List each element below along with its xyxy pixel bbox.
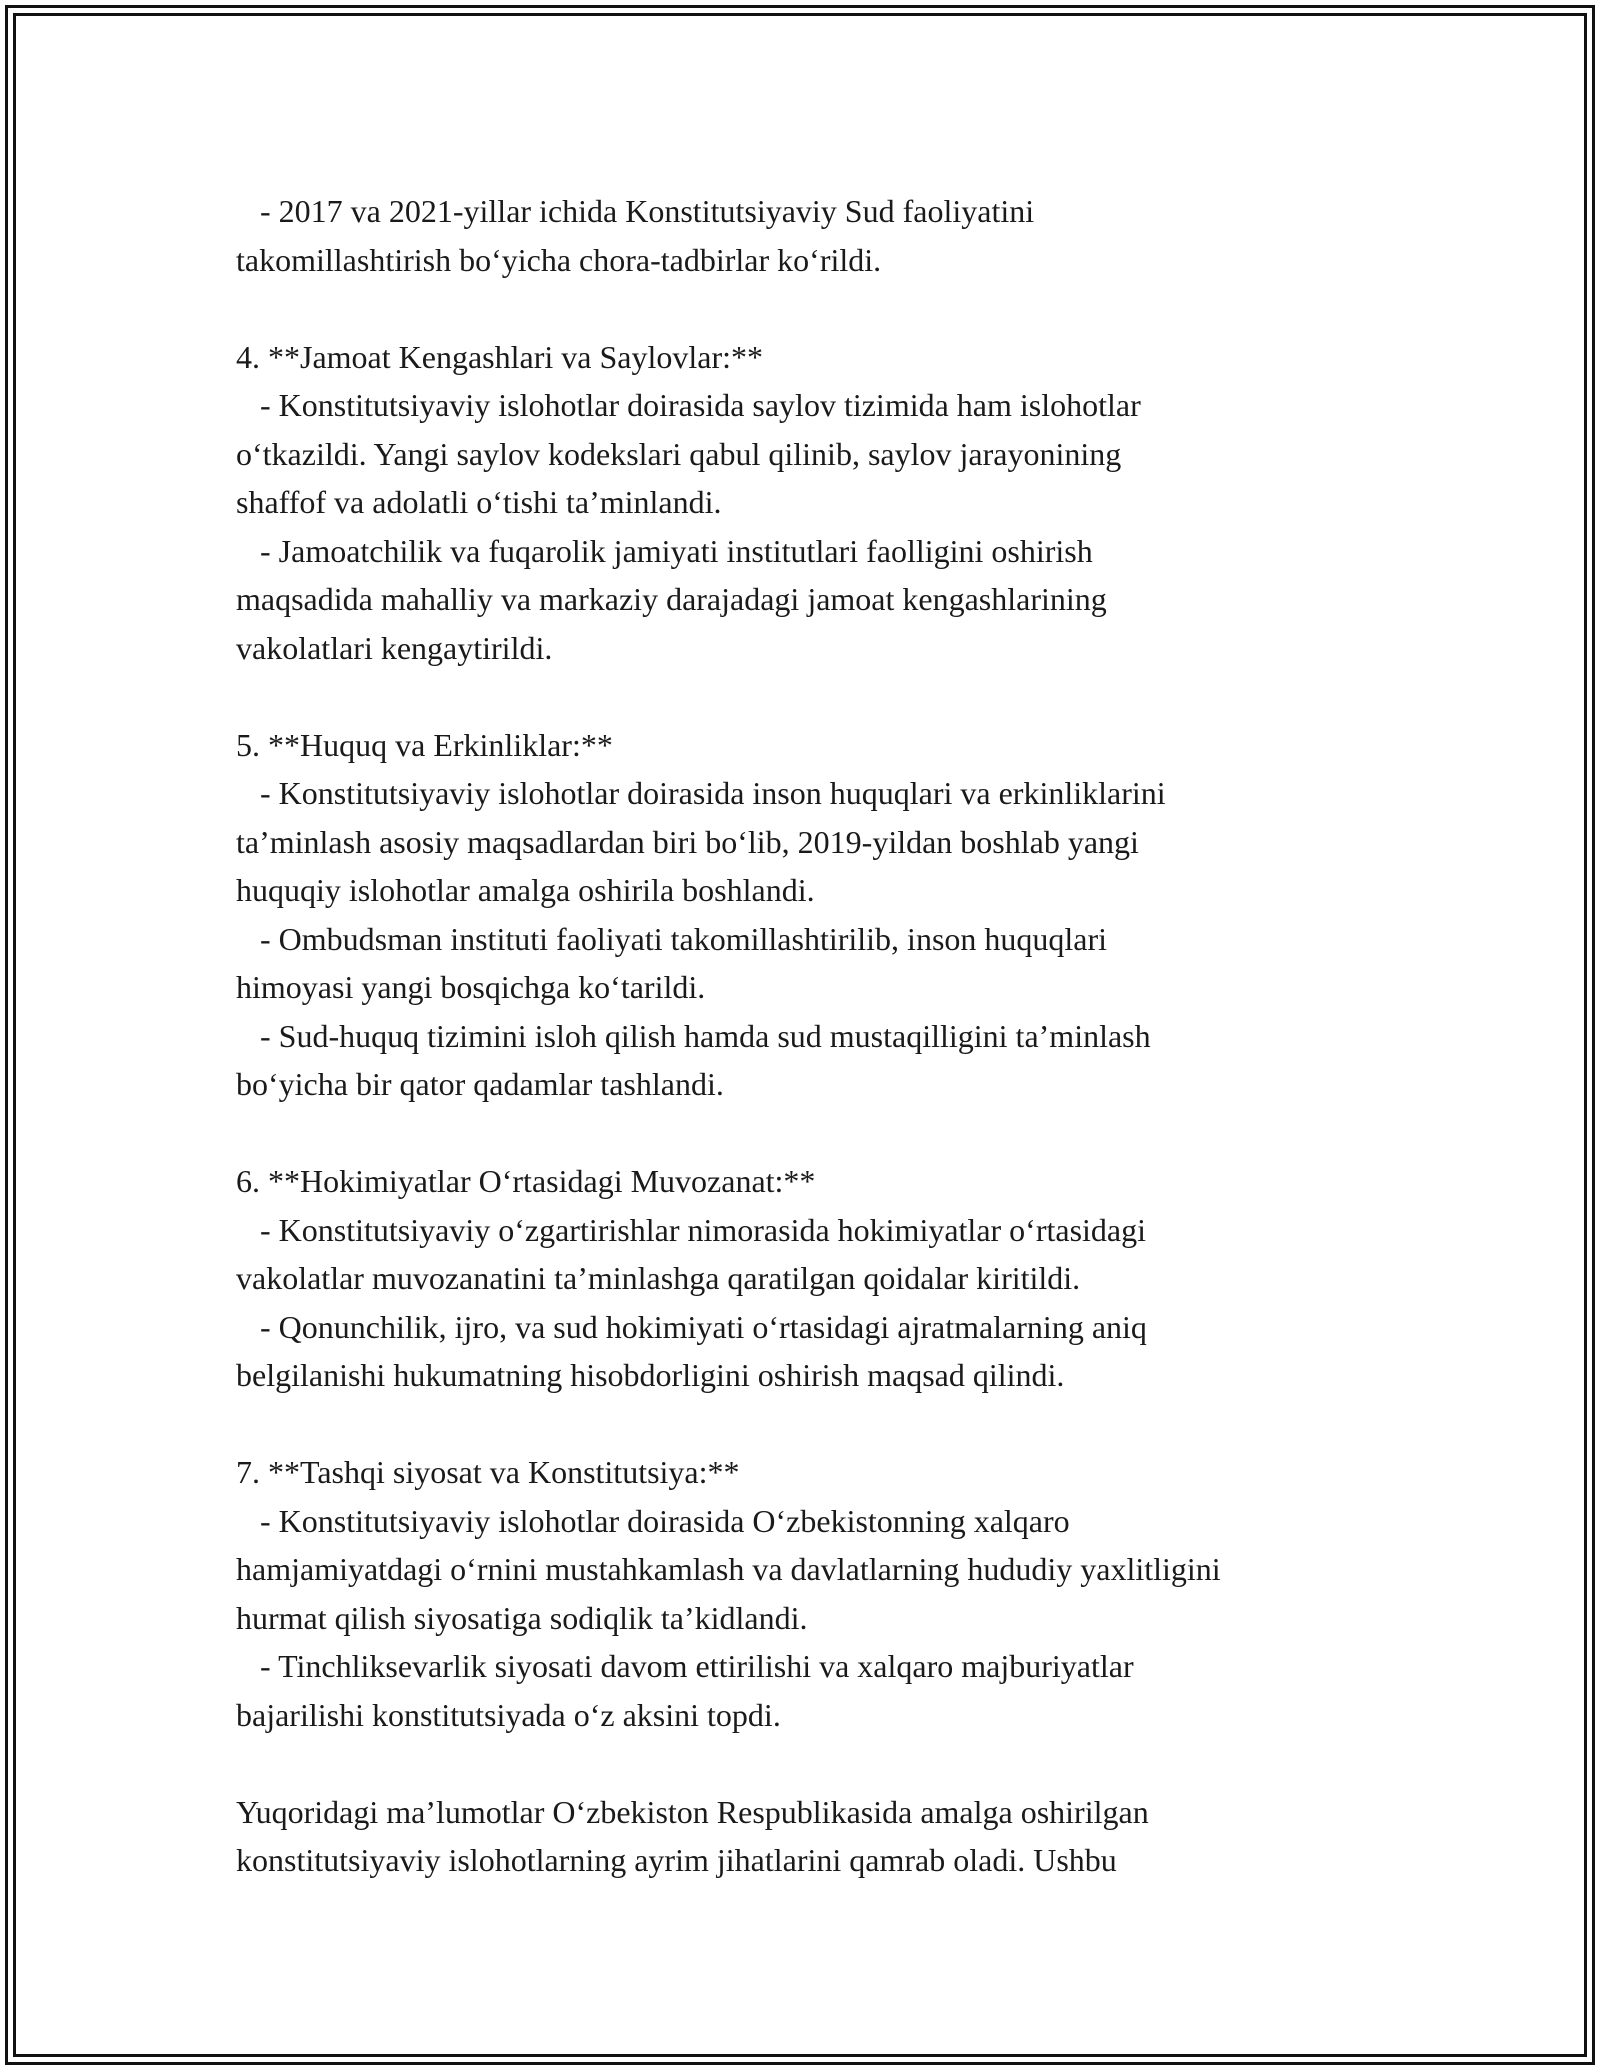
section-heading: 4. **Jamoat Kengashlari va Saylovlar:** — [236, 338, 763, 375]
text-line: vakolatlar muvozanatini ta’minlashga qaratilgan qoidalar kiritildi. — [236, 1260, 1081, 1296]
text-line: - Konstitutsiyaviy islohotlar doirasida saylov tizimida ham islohotlar — [236, 387, 1141, 423]
text-line: - 2017 va 2021-yillar ichida Konstitutsiyaviy Sud faoliyatini — [236, 193, 1035, 229]
paragraph-conclusion — [236, 1788, 1386, 1885]
text-line: konstitutsiyaviy islohotlarning ayrim jihatlarini qamrab oladi. Ushbu — [236, 1842, 1117, 1878]
text-line: huquqiy islohotlar amalga oshirila boshlandi. — [236, 872, 815, 908]
text-line: - Konstitutsiyaviy o‘zgartirishlar nimorasida hokimiyatlar o‘rtasidagi — [236, 1211, 1147, 1248]
document-body — [236, 187, 1386, 1933]
text-line: hurmat qilish siyosatiga sodiqlik ta’kidlandi. — [236, 1599, 808, 1636]
text-line: - Sud-huquq tizimini isloh qilish hamda sud mustaqilligini ta’minlash — [236, 1017, 1151, 1054]
section-jamoat-kengashlari — [236, 333, 1386, 673]
section-heading: 7. **Tashqi siyosat va Konstitutsiya:** — [236, 1454, 740, 1490]
text-line: - Ombudsman instituti faoliyati takomillashtirilib, inson huquqlari — [236, 920, 1108, 957]
text-line: - Konstitutsiyaviy islohotlar doirasida O‘zbekistonning xalqaro — [236, 1502, 1070, 1539]
text-line: o‘tkazildi. Yangi saylov kodekslari qabul qilinib, saylov jarayonining — [236, 435, 1122, 472]
text-line: shaffof va adolatli o‘tishi ta’minlandi. — [236, 484, 722, 520]
paragraph-sud-faoliyati — [236, 187, 1386, 284]
text-line: Yuqoridagi ma’lumotlar O‘zbekiston Respublikasida amalga oshirilgan — [236, 1793, 1149, 1830]
text-line: - Konstitutsiyaviy islohotlar doirasida inson huquqlari va erkinliklarini — [236, 775, 1166, 811]
text-line: vakolatlari kengaytirildi. — [236, 629, 553, 666]
section-heading: 6. **Hokimiyatlar O‘rtasidagi Muvozanat:** — [236, 1163, 816, 1199]
section-heading: 5. **Huquq va Erkinliklar:** — [236, 726, 613, 763]
text-line: - Qonunchilik, ijro, va sud hokimiyati o‘rtasidagi ajratmalarning aniq — [236, 1308, 1147, 1345]
text-line: takomillashtirish bo‘yicha chora-tadbirlar ko‘rildi. — [236, 241, 882, 278]
text-line: bajarilishi konstitutsiyada o‘z aksini topdi. — [236, 1696, 781, 1733]
text-line: hamjamiyatdagi o‘rnini mustahkamlash va davlatlarning hududiy yaxlitligini — [236, 1551, 1221, 1587]
section-hokimiyatlar-muvozanat — [236, 1157, 1386, 1400]
text-line: maqsadida mahalliy va markaziy darajadagi jamoat kengashlarining — [236, 581, 1107, 617]
section-huquq-erkinliklar — [236, 721, 1386, 1109]
text-line: - Tinchliksevarlik siyosati davom ettirilishi va xalqaro majburiyatlar — [236, 1648, 1134, 1684]
text-line: himoyasi yangi bosqichga ko‘tarildi. — [236, 969, 706, 1005]
text-line: ta’minlash asosiy maqsadlardan biri bo‘lib, 2019-yildan boshlab yangi — [236, 823, 1139, 860]
text-line: belgilanishi hukumatning hisobdorligini oshirish maqsad qilindi. — [236, 1357, 1065, 1393]
text-line: bo‘yicha bir qator qadamlar tashlandi. — [236, 1066, 724, 1102]
text-line: - Jamoatchilik va fuqarolik jamiyati institutlari faolligini oshirish — [236, 532, 1093, 569]
section-tashqi-siyosat — [236, 1448, 1386, 1739]
